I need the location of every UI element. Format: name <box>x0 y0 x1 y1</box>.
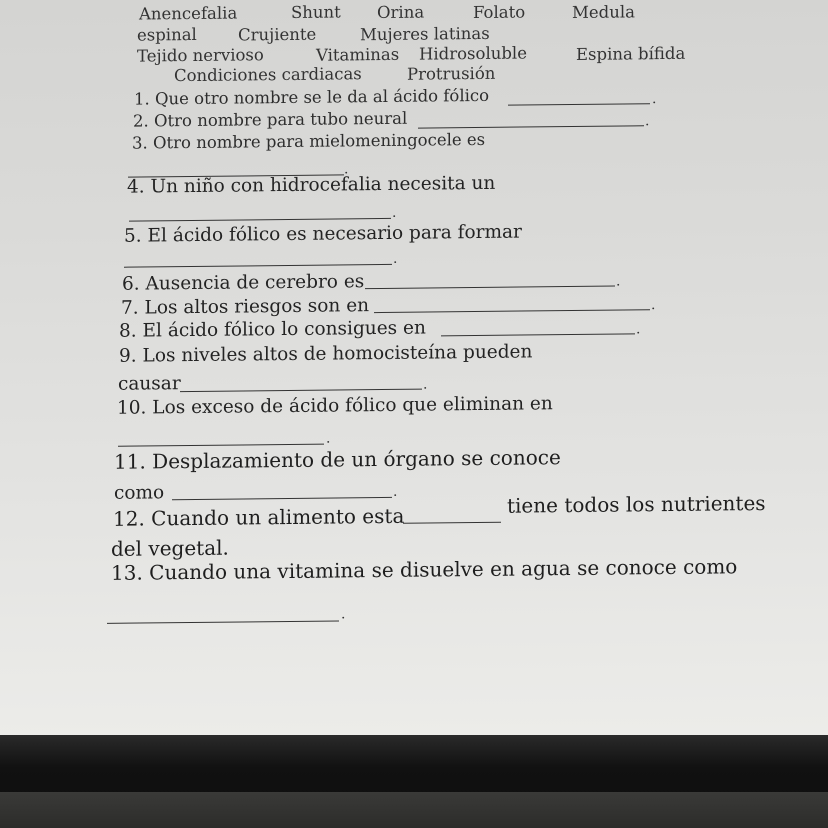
word-bank-item: Mujeres latinas <box>360 23 490 45</box>
question-7: 7. Los altos riesgos son en <box>121 295 370 319</box>
answer-blank-2[interactable] <box>418 125 644 128</box>
word-bank-item: espinal <box>137 24 197 45</box>
question-10: 10. Los exceso de ácido fólico que eliminan en <box>117 393 553 419</box>
word-bank-item: Protrusión <box>407 63 496 84</box>
period: . <box>344 161 349 178</box>
word-bank-item: Crujiente <box>238 24 317 45</box>
word-bank-item: Espina bífida <box>576 43 686 64</box>
question-13: 13. Cuando una vitamina se disuelve en agua se conoce como <box>111 554 738 585</box>
answer-blank-12[interactable] <box>403 522 501 524</box>
period: . <box>616 273 621 290</box>
period: . <box>326 430 331 447</box>
question-12-end: del vegetal. <box>111 535 229 561</box>
word-bank-item: Orina <box>377 2 425 23</box>
desk-edge <box>0 792 828 828</box>
period: . <box>393 250 398 267</box>
question-1: 1. Que otro nombre se le da al ácido fólico <box>134 85 490 109</box>
period: . <box>392 204 397 221</box>
question-4: 4. Un niño con hidrocefalia necesita un <box>127 172 496 198</box>
answer-blank-7[interactable] <box>374 309 650 313</box>
question-9-continued: causar <box>118 373 181 395</box>
period: . <box>636 321 641 338</box>
question-2: 2. Otro nombre para tubo neural <box>133 108 408 131</box>
word-bank-item: Tejido nervioso <box>137 45 264 66</box>
period: . <box>341 606 346 623</box>
question-6: 6. Ausencia de cerebro es <box>122 271 365 295</box>
question-12-continued: tiene todos los nutrientes <box>507 490 766 518</box>
word-bank-item: Shunt <box>291 2 341 22</box>
answer-blank-9[interactable] <box>180 389 422 393</box>
period: . <box>645 113 650 130</box>
word-bank-item: Folato <box>473 2 526 23</box>
word-bank-item: Medula <box>572 2 635 23</box>
answer-blank-8[interactable] <box>441 333 635 336</box>
word-bank-item: Hidrosoluble <box>419 43 527 64</box>
question-12: 12. Cuando un alimento esta <box>113 503 405 531</box>
question-3: 3. Otro nombre para mielomeningocele es <box>132 129 486 153</box>
answer-blank-4[interactable] <box>129 218 391 222</box>
word-bank-item: Vitaminas <box>316 44 400 65</box>
answer-blank-1[interactable] <box>508 103 650 105</box>
answer-blank-13[interactable] <box>107 620 339 623</box>
word-bank-item: Condiciones cardiacas <box>174 64 362 86</box>
period: . <box>423 376 428 393</box>
question-8: 8. El ácido fólico lo consigues en <box>119 317 426 342</box>
question-11-continued: como <box>114 482 165 504</box>
period: . <box>651 297 656 314</box>
question-9: 9. Los niveles altos de homocisteína pueden <box>119 341 533 367</box>
answer-blank-6[interactable] <box>365 286 615 290</box>
question-5: 5. El ácido fólico es necesario para formar <box>124 221 522 247</box>
answer-blank-5[interactable] <box>124 264 392 268</box>
question-11: 11. Desplazamiento de un órgano se conoce <box>114 445 561 474</box>
answer-blank-11[interactable] <box>172 497 392 500</box>
period: . <box>652 91 657 108</box>
word-bank-item: Anencefalia <box>139 3 238 24</box>
answer-blank-10[interactable] <box>118 444 324 447</box>
period: . <box>393 483 398 500</box>
